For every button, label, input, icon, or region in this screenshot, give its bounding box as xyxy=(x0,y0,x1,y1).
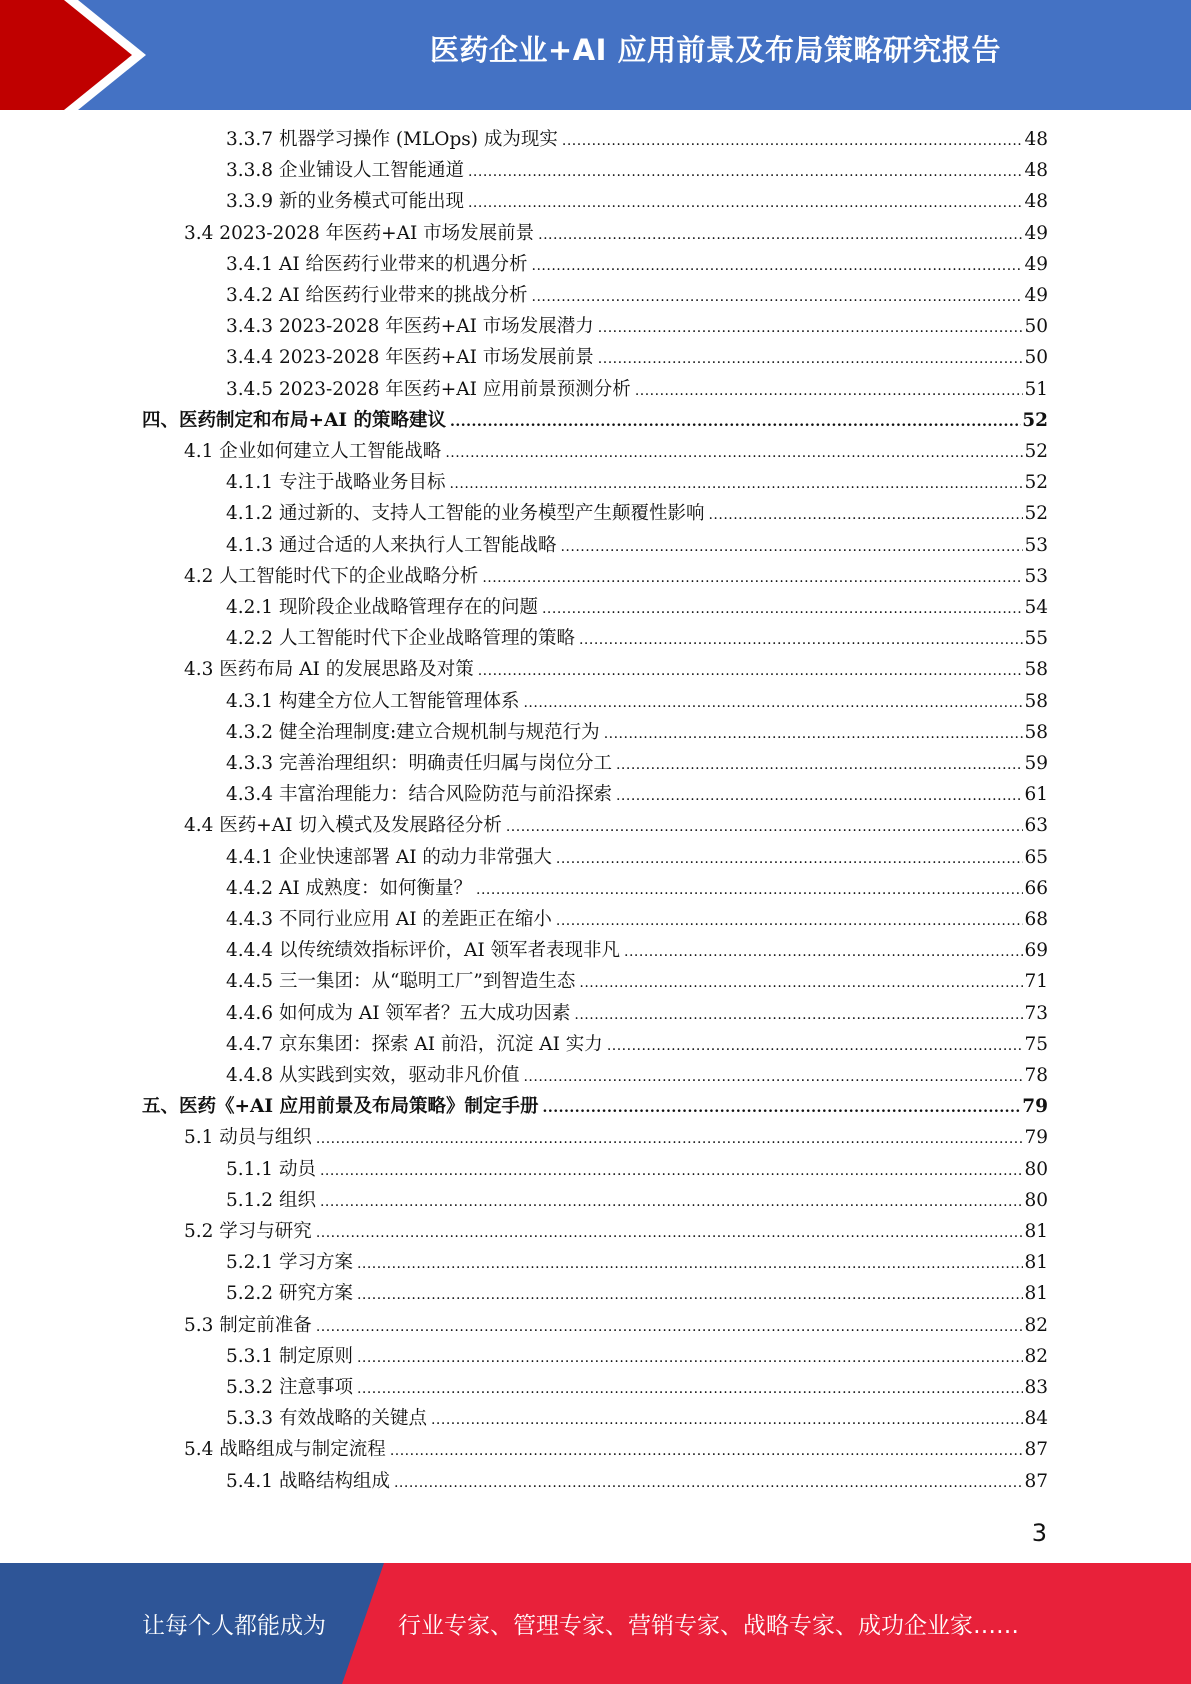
toc-entry-title: 3.3.9 新的业务模式可能出现 xyxy=(226,191,464,213)
toc-entry-title: 4.3.3 完善治理组织：明确责任归属与岗位分工 xyxy=(226,753,612,774)
toc-entry-page: 50 xyxy=(1024,316,1048,338)
toc-entry-title: 4.4.6 如何成为 AI 领军者？五大成功因素 xyxy=(226,1002,571,1024)
toc-entry[interactable] xyxy=(226,376,1048,404)
toc-dot-leader xyxy=(556,845,1024,873)
toc-dot-leader xyxy=(538,221,1023,249)
toc-entry[interactable] xyxy=(226,1031,1048,1059)
toc-entry-page: 61 xyxy=(1024,784,1048,806)
toc-entry-page: 52 xyxy=(1024,441,1048,462)
toc-entry[interactable] xyxy=(226,157,1048,185)
toc-entry-page: 59 xyxy=(1024,753,1048,774)
toc-entry-title: 3.4.1 AI 给医药行业带来的机遇分析 xyxy=(226,253,528,275)
toc-dot-leader xyxy=(635,377,1024,405)
toc-dot-leader xyxy=(316,1219,1024,1247)
toc-entry[interactable] xyxy=(226,625,1048,653)
toc-entry-title: 4.4.5 三一集团：从“聪明工厂”到智造生态 xyxy=(226,971,576,993)
toc-dot-leader xyxy=(357,1344,1024,1372)
toc-dot-leader xyxy=(556,907,1024,935)
toc-entry-title: 4.4.1 企业快速部署 AI 的动力非常强大 xyxy=(226,846,552,868)
toc-entry-title: 4.4.2 AI 成熟度：如何衡量？ xyxy=(226,877,473,899)
toc-dot-leader xyxy=(357,1375,1024,1403)
toc-entry-title: 4.4.8 从实践到实效，驱动非凡价值 xyxy=(226,1065,520,1086)
toc-entry-page: 84 xyxy=(1024,1408,1048,1430)
toc-entry[interactable] xyxy=(226,594,1048,622)
toc-entry[interactable] xyxy=(226,719,1048,747)
toc-entry-title: 5.4.1 战略结构组成 xyxy=(226,1470,390,1492)
toc-entry[interactable] xyxy=(226,500,1048,528)
toc-entry-page: 81 xyxy=(1024,1252,1048,1274)
toc-entry-page: 80 xyxy=(1024,1158,1048,1180)
toc-entry-title: 5.2.1 学习方案 xyxy=(226,1252,353,1274)
toc-entry-page: 53 xyxy=(1024,565,1048,587)
toc-dot-leader xyxy=(598,345,1024,373)
toc-dot-leader xyxy=(357,1281,1024,1309)
toc-entry-page: 58 xyxy=(1024,659,1048,681)
toc-dot-leader xyxy=(506,813,1024,841)
toc-entry-page: 69 xyxy=(1024,940,1048,962)
toc-dot-leader xyxy=(523,689,1023,717)
toc-entry[interactable] xyxy=(226,469,1048,497)
toc-entry[interactable] xyxy=(226,313,1048,341)
toc-dot-leader xyxy=(562,127,1024,155)
toc-entry-title: 4.2 人工智能时代下的企业战略分析 xyxy=(184,565,479,587)
toc-dot-leader xyxy=(357,1250,1024,1278)
toc-dot-leader xyxy=(482,564,1023,592)
toc-entry-page: 87 xyxy=(1024,1470,1048,1492)
toc-entry-page: 80 xyxy=(1024,1189,1048,1211)
toc-entry-title: 四、医药制定和布局+AI 的策略建议 xyxy=(142,409,446,431)
toc-entry-page: 73 xyxy=(1024,1002,1048,1024)
toc-entry[interactable] xyxy=(226,1468,1048,1496)
toc-dot-leader xyxy=(445,439,1023,467)
toc-dot-leader xyxy=(449,470,1023,498)
toc-entry[interactable] xyxy=(226,344,1048,372)
toc-entry-title: 5.1 动员与组织 xyxy=(184,1127,312,1149)
toc-entry-page: 58 xyxy=(1024,721,1048,743)
toc-dot-leader xyxy=(560,533,1023,561)
toc-entry-title: 4.3.4 丰富治理能力：结合风险防范与前沿探索 xyxy=(226,784,612,806)
toc-entry[interactable] xyxy=(226,1343,1048,1371)
header-arrow-decoration xyxy=(0,0,180,110)
toc-dot-leader xyxy=(390,1437,1024,1465)
toc-entry[interactable] xyxy=(184,438,1048,466)
toc-entry-page: 66 xyxy=(1024,877,1048,899)
toc-entry[interactable] xyxy=(226,251,1048,279)
toc-dot-leader xyxy=(598,314,1024,342)
toc-dot-leader xyxy=(542,1094,1021,1122)
toc-entry-page: 75 xyxy=(1024,1033,1048,1055)
toc-entry-page: 63 xyxy=(1024,815,1048,837)
toc-dot-leader xyxy=(476,876,1023,904)
toc-entry-title: 5.3.3 有效战略的关键点 xyxy=(226,1408,427,1430)
toc-entry-page: 52 xyxy=(1022,409,1048,431)
toc-entry-title: 4.3 医药布局 AI 的发展思路及对策 xyxy=(184,659,474,681)
toc-entry-title: 5.1.2 组织 xyxy=(226,1189,316,1211)
toc-entry[interactable] xyxy=(184,812,1048,840)
page-number: 3 xyxy=(1031,1519,1047,1547)
toc-entry-page: 48 xyxy=(1024,129,1048,150)
toc-entry-title: 5.2.2 研究方案 xyxy=(226,1283,353,1305)
toc-entry-page: 87 xyxy=(1024,1439,1048,1461)
toc-entry[interactable] xyxy=(226,126,1048,154)
toc-entry[interactable] xyxy=(226,1405,1048,1433)
toc-dot-leader xyxy=(616,782,1023,810)
toc-dot-leader xyxy=(320,1188,1024,1216)
toc-entry[interactable] xyxy=(226,875,1048,903)
toc-entry-title: 5.4 战略组成与制定流程 xyxy=(184,1439,386,1461)
toc-entry-title: 4.4 医药+AI 切入模式及发展路径分析 xyxy=(184,815,502,837)
toc-entry[interactable] xyxy=(226,1000,1048,1028)
toc-entry-title: 3.4.2 AI 给医药行业带来的挑战分析 xyxy=(226,285,528,306)
toc-dot-leader xyxy=(579,969,1023,997)
toc-entry-title: 4.1 企业如何建立人工智能战略 xyxy=(184,441,442,462)
toc-entry-page: 54 xyxy=(1024,597,1048,618)
toc-entry-title: 3.4.5 2023-2028 年医药+AI 应用前景预测分析 xyxy=(226,378,631,400)
toc-dot-leader xyxy=(316,1313,1024,1341)
toc-entry-title: 4.1.1 专注于战略业务目标 xyxy=(226,472,446,494)
toc-entry-title: 3.4.3 2023-2028 年医药+AI 市场发展潜力 xyxy=(226,316,594,338)
toc-entry[interactable] xyxy=(226,282,1048,310)
toc-dot-leader xyxy=(316,1125,1024,1153)
toc-dot-leader xyxy=(431,1406,1023,1434)
toc-entry-title: 4.4.3 不同行业应用 AI 的差距正在缩小 xyxy=(226,909,552,930)
toc-entry[interactable] xyxy=(226,750,1048,778)
toc-entry-title: 5.3.1 制定原则 xyxy=(226,1345,353,1367)
toc-entry[interactable] xyxy=(226,844,1048,872)
toc-entry[interactable] xyxy=(226,968,1048,996)
toc-entry[interactable] xyxy=(226,532,1048,560)
toc-entry-page: 79 xyxy=(1022,1096,1048,1118)
toc-entry-page: 65 xyxy=(1024,846,1048,868)
toc-dot-leader xyxy=(320,1157,1024,1185)
toc-entry[interactable] xyxy=(226,1187,1048,1215)
toc-dot-leader xyxy=(607,1032,1024,1060)
toc-entry-title: 4.2.2 人工智能时代下企业战略管理的策略 xyxy=(226,628,575,650)
toc-entry[interactable] xyxy=(226,1280,1048,1308)
toc-entry[interactable] xyxy=(226,688,1048,716)
toc-entry-title: 4.1.3 通过合适的人来执行人工智能战略 xyxy=(226,534,557,556)
toc-entry-title: 4.2.1 现阶段企业战略管理存在的问题 xyxy=(226,597,538,618)
toc-entry-page: 78 xyxy=(1024,1065,1048,1086)
toc-entry-title: 5.3 制定前准备 xyxy=(184,1314,312,1336)
toc-entry[interactable] xyxy=(184,220,1048,248)
toc-entry[interactable] xyxy=(142,1093,1048,1121)
toc-entry[interactable] xyxy=(184,563,1048,591)
toc-entry-page: 55 xyxy=(1024,628,1048,650)
toc-entry[interactable] xyxy=(184,1436,1048,1464)
toc-entry-title: 4.1.2 通过新的、支持人工智能的业务模型产生颠覆性影响 xyxy=(226,503,705,525)
toc-dot-leader xyxy=(468,158,1023,186)
toc-entry[interactable] xyxy=(184,1312,1048,1340)
toc-entry[interactable] xyxy=(142,407,1048,435)
toc-entry[interactable] xyxy=(226,1062,1048,1090)
toc-entry-page: 52 xyxy=(1024,472,1048,494)
toc-entry[interactable] xyxy=(184,656,1048,684)
toc-entry-page: 82 xyxy=(1024,1314,1048,1336)
toc-dot-leader xyxy=(574,1001,1023,1029)
toc-entry-page: 82 xyxy=(1024,1345,1048,1367)
toc-dot-leader xyxy=(604,720,1024,748)
toc-entry[interactable] xyxy=(226,1249,1048,1277)
toc-entry-page: 58 xyxy=(1024,690,1048,712)
toc-entry[interactable] xyxy=(226,937,1048,965)
toc-entry-page: 83 xyxy=(1024,1377,1048,1398)
toc-entry-page: 48 xyxy=(1024,160,1048,182)
footer-slogan-left: 让每个人都能成为 xyxy=(142,1613,326,1639)
toc-entry[interactable] xyxy=(184,1218,1048,1246)
toc-dot-leader xyxy=(468,189,1023,217)
toc-dot-leader xyxy=(394,1469,1023,1497)
toc-dot-leader xyxy=(478,657,1024,685)
toc-entry-page: 53 xyxy=(1024,534,1048,556)
toc-entry-page: 49 xyxy=(1024,253,1048,275)
toc-entry-title: 4.3.2 健全治理制度:建立合规机制与规范行为 xyxy=(226,721,600,743)
toc-entry-page: 81 xyxy=(1024,1283,1048,1305)
toc-dot-leader xyxy=(624,938,1023,966)
toc-entry-title: 五、医药《+AI 应用前景及布局策略》制定手册 xyxy=(142,1096,539,1118)
toc-dot-leader xyxy=(616,751,1023,779)
toc-entry-page: 79 xyxy=(1024,1127,1048,1149)
toc-dot-leader xyxy=(708,501,1023,529)
toc-entry-page: 48 xyxy=(1024,191,1048,213)
toc-dot-leader xyxy=(523,1063,1023,1091)
toc-entry-title: 3.3.7 机器学习操作 (MLOps) 成为现实 xyxy=(226,129,558,150)
toc-entry-page: 71 xyxy=(1024,971,1048,993)
footer-slogan-right: 行业专家、管理专家、营销专家、战略专家、成功企业家…… xyxy=(398,1613,1019,1639)
toc-entry[interactable] xyxy=(226,781,1048,809)
toc-entry-page: 68 xyxy=(1024,909,1048,930)
toc-entry[interactable] xyxy=(226,1374,1048,1402)
toc-entry[interactable] xyxy=(226,906,1048,934)
toc-entry-title: 4.4.7 京东集团：探索 AI 前沿，沉淀 AI 实力 xyxy=(226,1033,603,1055)
toc-dot-leader xyxy=(450,408,1021,436)
toc-entry[interactable] xyxy=(226,188,1048,216)
toc-entry[interactable] xyxy=(184,1124,1048,1152)
toc-entry-title: 5.1.1 动员 xyxy=(226,1158,316,1180)
toc-entry-title: 3.3.8 企业铺设人工智能通道 xyxy=(226,160,464,182)
toc-dot-leader xyxy=(579,626,1023,654)
toc-entry-page: 50 xyxy=(1024,347,1048,369)
toc-entry-title: 5.2 学习与研究 xyxy=(184,1221,312,1242)
toc-dot-leader xyxy=(532,283,1024,311)
toc-entry-title: 5.3.2 注意事项 xyxy=(226,1377,353,1398)
page-footer xyxy=(0,1563,1191,1684)
toc-dot-leader xyxy=(542,595,1023,623)
report-title: 医药企业+AI 应用前景及布局策略研究报告 xyxy=(429,33,1002,67)
toc-entry[interactable] xyxy=(226,1156,1048,1184)
toc-entry-page: 52 xyxy=(1024,503,1048,525)
toc-entry-page: 49 xyxy=(1024,222,1048,244)
toc-entry-page: 51 xyxy=(1024,378,1048,400)
page-header xyxy=(0,0,1191,110)
toc-entry-title: 4.3.1 构建全方位人工智能管理体系 xyxy=(226,690,520,712)
toc-entry-title: 3.4 2023-2028 年医药+AI 市场发展前景 xyxy=(184,222,535,244)
toc-entry-title: 4.4.4 以传统绩效指标评价，AI 领军者表现非凡 xyxy=(226,940,621,962)
toc-dot-leader xyxy=(532,252,1024,280)
toc-entry-page: 81 xyxy=(1024,1221,1048,1242)
toc-entry-title: 3.4.4 2023-2028 年医药+AI 市场发展前景 xyxy=(226,347,594,369)
toc-entry-page: 49 xyxy=(1024,285,1048,306)
